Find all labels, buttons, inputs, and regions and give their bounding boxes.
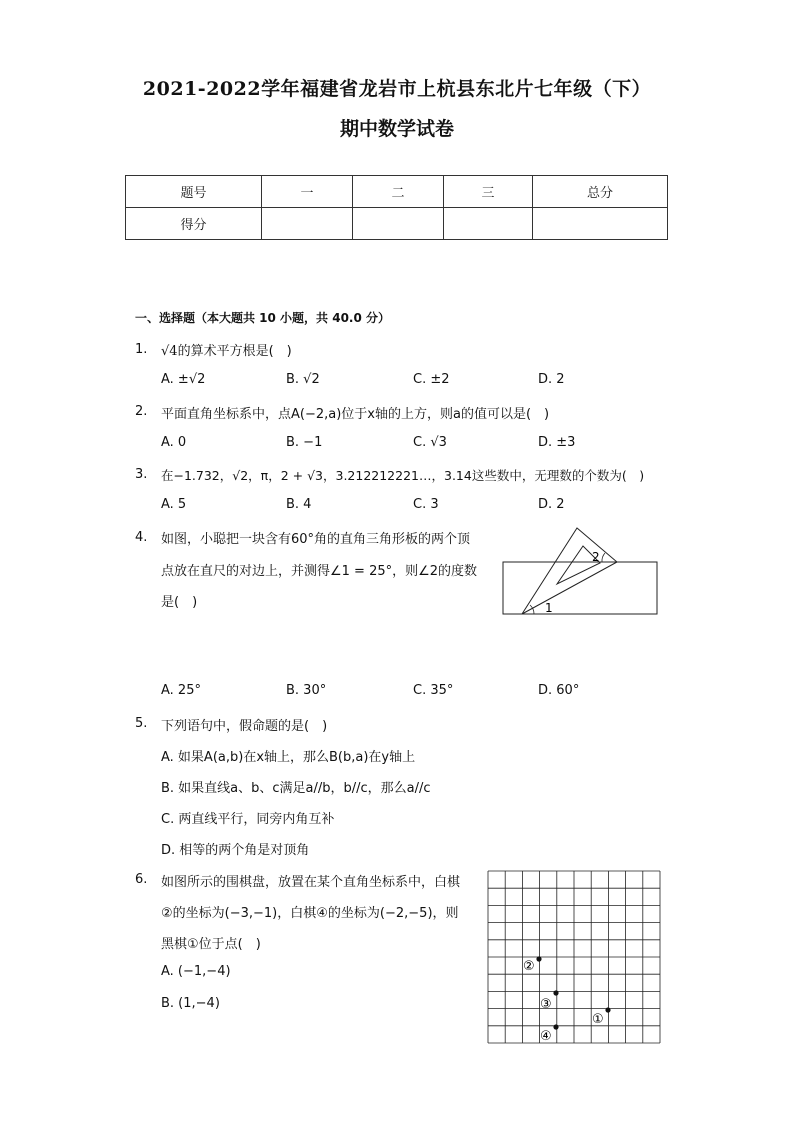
stone-1-label: ① bbox=[592, 1012, 604, 1027]
question-4-figure bbox=[500, 525, 660, 617]
stone-1 bbox=[592, 1007, 611, 1027]
stone-4-label: ④ bbox=[540, 1029, 552, 1044]
question-1-option-c: C. ±2 bbox=[413, 372, 450, 387]
stone-3-point bbox=[553, 990, 558, 995]
stone-3-label: ③ bbox=[540, 997, 552, 1012]
score-cell bbox=[262, 208, 353, 240]
question-1-option-b: B. √2 bbox=[286, 372, 320, 387]
question-2-stem: 平面直角坐标系中，点A(−2,a)位于x轴的上方，则a的值可以是( ) bbox=[161, 407, 550, 422]
angle-2-label: 2 bbox=[592, 550, 600, 564]
question-1-option-a: A. ±√2 bbox=[161, 372, 206, 387]
question-number: 5. bbox=[135, 716, 148, 731]
question-5-option-a: A. 如果A(a,b)在x轴上，那么B(b,a)在y轴上 bbox=[161, 750, 416, 765]
question-1-stem-text: 的算术平方根是( ) bbox=[177, 344, 292, 359]
question-number: 4. bbox=[135, 530, 148, 545]
score-table bbox=[125, 175, 668, 240]
question-4-option-b: B. 30° bbox=[286, 683, 327, 698]
section-title: 一、选择题（本大题共 10 小题，共 40.0 分） bbox=[135, 311, 391, 325]
score-header-cell: 一 bbox=[262, 176, 353, 208]
question-4-stem-line1: 如图，小聪把一块含有60°角的直角三角形板的两个顶 bbox=[161, 532, 471, 547]
stone-4-point bbox=[553, 1024, 558, 1029]
triangle-ruler-outer bbox=[522, 528, 617, 614]
question-2-option-d: D. ±3 bbox=[538, 435, 576, 450]
score-table-score-row bbox=[126, 208, 668, 240]
score-cell bbox=[444, 208, 533, 240]
question-3-option-c: C. 3 bbox=[413, 497, 439, 512]
question-5-option-c: C. 两直线平行，同旁内角互补 bbox=[161, 812, 335, 827]
question-5-option-b: B. 如果直线a、b、c满足a//b，b//c，那么a//c bbox=[161, 781, 431, 796]
question-5-stem: 下列语句中，假命题的是( ) bbox=[161, 719, 328, 734]
question-4-option-a: A. 25° bbox=[161, 683, 201, 698]
question-1-radical: √4 bbox=[161, 344, 178, 359]
exam-title-line1: 2021-2022学年福建省龙岩市上杭县东北片七年级（下） bbox=[142, 78, 652, 100]
score-header-cell: 三 bbox=[444, 176, 533, 208]
question-6-option-b: B. (1,−4) bbox=[161, 996, 220, 1011]
stone-2 bbox=[523, 956, 542, 974]
question-number: 1. bbox=[135, 342, 148, 357]
question-2-option-c: C. √3 bbox=[413, 435, 447, 450]
score-row-label: 得分 bbox=[126, 208, 262, 240]
question-4-stem-line3: 是( ) bbox=[161, 595, 198, 610]
stone-4 bbox=[540, 1024, 559, 1044]
question-2-option-a: A. 0 bbox=[161, 435, 187, 450]
question-number: 2. bbox=[135, 404, 148, 419]
question-4-stem-line2: 点放在直尺的对边上，并测得∠1 = 25°，则∠2的度数 bbox=[161, 564, 478, 579]
question-3-option-b: B. 4 bbox=[286, 497, 312, 512]
question-number: 6. bbox=[135, 872, 148, 887]
go-board-figure bbox=[488, 871, 662, 1045]
question-3-stem: 在−1.732，√2，π，2 + √3，3.212212221…，3.14这些数中，无理数的个数为( ) bbox=[161, 468, 645, 483]
question-1-option-d: D. 2 bbox=[538, 372, 565, 387]
score-cell bbox=[533, 208, 668, 240]
stone-1-point bbox=[605, 1007, 610, 1012]
question-1-stem bbox=[161, 340, 292, 359]
angle-1-label: 1 bbox=[545, 601, 553, 615]
question-6-option-a: A. (−1,−4) bbox=[161, 964, 231, 979]
question-3-option-d: D. 2 bbox=[538, 497, 565, 512]
question-6-stem-line1: 如图所示的围棋盘，放置在某个直角坐标系中，白棋 bbox=[161, 875, 461, 890]
question-5-option-d: D. 相等的两个角是对顶角 bbox=[161, 843, 310, 858]
score-header-cell: 题号 bbox=[126, 176, 262, 208]
go-board-grid bbox=[488, 871, 660, 1043]
stone-2-label: ② bbox=[523, 959, 535, 974]
question-6-stem-line2: ②的坐标为(−3,−1)，白棋④的坐标为(−2,−5)，则 bbox=[161, 906, 459, 921]
question-2-option-b: B. −1 bbox=[286, 435, 323, 450]
question-6-stem-line3: 黑棋①位于点( ) bbox=[161, 937, 261, 952]
score-header-cell: 总分 bbox=[533, 176, 668, 208]
stone-2-point bbox=[536, 956, 541, 961]
exam-title-line2: 期中数学试卷 bbox=[339, 118, 454, 140]
question-3-option-a: A. 5 bbox=[161, 497, 187, 512]
score-table-header-row bbox=[126, 176, 668, 208]
question-number: 3. bbox=[135, 467, 148, 482]
question-4-option-d: D. 60° bbox=[538, 683, 580, 698]
question-4-option-c: C. 35° bbox=[413, 683, 454, 698]
score-header-cell: 二 bbox=[353, 176, 444, 208]
score-cell bbox=[353, 208, 444, 240]
